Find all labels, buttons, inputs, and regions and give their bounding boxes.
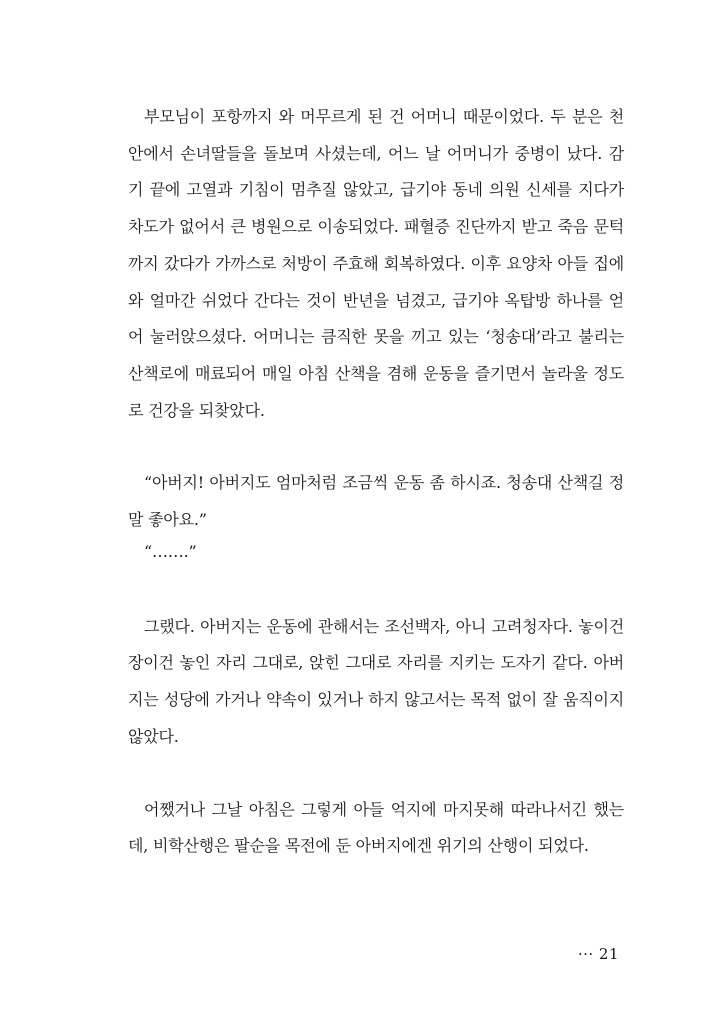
paragraph-bihaksan-hike: 어쨌거나 그날 아침은 그렇게 아들 억지에 마지못해 따라나서긴 했는데, 비학산행은 팔순을 목전에 둔 아버지에겐 위기의 산행이 되었다. <box>128 799 624 856</box>
paragraph-spacer <box>128 565 624 609</box>
paragraph-father-celadon: 그랬다. 아버지는 운동에 관해서는 조선백자, 아니 고려청자다. 놓이건 장이건 놓인 자리 그대로, 앉힌 그대로 자리를 지키는 도자기 같다. 아버지는 성당에 가거나 약속이 있거나 하지 않고서는 목적 없이 잘 움직이지 않았다. <box>128 616 624 746</box>
dialog-father-silence: “…….” <box>144 541 197 561</box>
paragraph-spacer <box>128 429 624 465</box>
page-body <box>128 99 624 865</box>
paragraph-parents-move: 부모님이 포항까지 와 머무르게 된 건 어머니 때문이었다. 두 분은 천안에서 손녀딸들을 돌보며 사셨는데, 어느 날 어머니가 중병이 났다. 감기 끝에 고열과 기침이 멈추질 않았고, 급기야 동네 의원 신세를 지다가 차도가 없어서 큰 병원으로 이송되었다. 패혈증 진단까지 받고 죽음 문턱까지 갔다가 가까스로 처방이 주효해 회복하였다. 이후 요양차 아들 집에 와 얼마간 쉬었다 간다는 것이 반년을 넘겼고, 급기야 옥탑방 하나를 얻어 눌러앉으셨다. 어머니는 큼직한 못을 끼고 있는 ‘청송대’라고 불리는 산책로에 매료되어 매일 아침 산책을 겸해 운동을 즐기면서 놀라울 정도로 건강을 되찾았다. <box>128 107 624 420</box>
paragraph-spacer <box>128 756 624 792</box>
dialog-son-suggestion: “아버지! 아버지도 엄마처럼 조금씩 운동 좀 하시죠. 청송대 산책길 정말 좋아요.” <box>128 473 624 530</box>
page-number: ··· 21 <box>577 945 619 963</box>
